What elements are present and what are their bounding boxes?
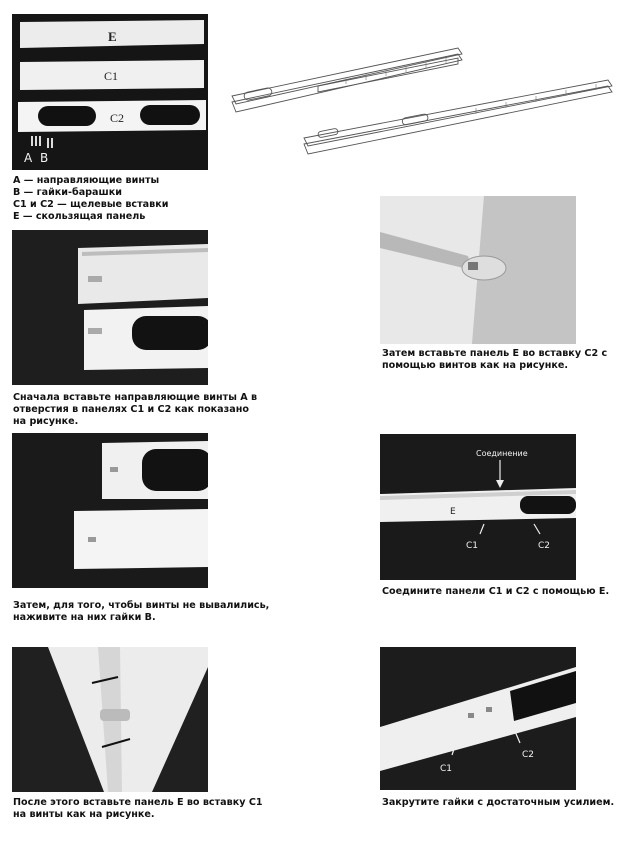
step6-label-c2: C2 bbox=[522, 750, 535, 760]
legend-line-b: B — гайки-барашки bbox=[13, 187, 122, 198]
legend-line-a: A — направляющие винты bbox=[13, 175, 160, 186]
photo1-label-c1: C1 bbox=[104, 69, 119, 83]
step5-label-c2: C2 bbox=[538, 541, 551, 551]
photo1-label-e: E bbox=[108, 29, 117, 44]
parts-legend bbox=[13, 175, 168, 223]
step5-label-e: E bbox=[450, 507, 456, 517]
step3-caption: После этого вставьте панель E во вставку C1 на винты как на рисунке. bbox=[13, 797, 263, 820]
step5-label-c1: C1 bbox=[466, 541, 479, 551]
step2-photo bbox=[12, 433, 208, 588]
legend-line-c: C1 и C2 — щелевые вставки bbox=[13, 199, 169, 210]
step6-label-c1: C1 bbox=[440, 764, 453, 774]
step1-photo bbox=[12, 230, 208, 385]
photo1-label-c2: C2 bbox=[110, 111, 125, 125]
step5-caption: Соедините панели C1 и C2 с помощью E. bbox=[382, 586, 610, 597]
step5-label-join: Соединение bbox=[476, 449, 528, 458]
step5-photo bbox=[380, 434, 576, 580]
rails-drawing bbox=[226, 28, 618, 166]
step1-caption: Сначала вставьте направляющие винты A в отверстия в панелях C1 и C2 как показано на рисунке. bbox=[13, 392, 258, 427]
photo1-label-b: B bbox=[40, 151, 49, 165]
step4-photo bbox=[380, 196, 576, 344]
step6-caption: Закрутите гайки с достаточным усилием. bbox=[382, 797, 615, 808]
parts-photo bbox=[12, 14, 208, 170]
photo1-label-a: A bbox=[24, 151, 33, 165]
step4-caption: Затем вставьте панель E во вставку C2 с помощью винтов как на рисунке. bbox=[382, 348, 608, 371]
step3-photo bbox=[12, 647, 208, 792]
step2-caption: Затем, для того, чтобы винты не вывалились, наживите на них гайки B. bbox=[13, 600, 270, 623]
legend-line-e: E — скользящая панель bbox=[13, 211, 146, 222]
step6-photo bbox=[380, 647, 576, 790]
